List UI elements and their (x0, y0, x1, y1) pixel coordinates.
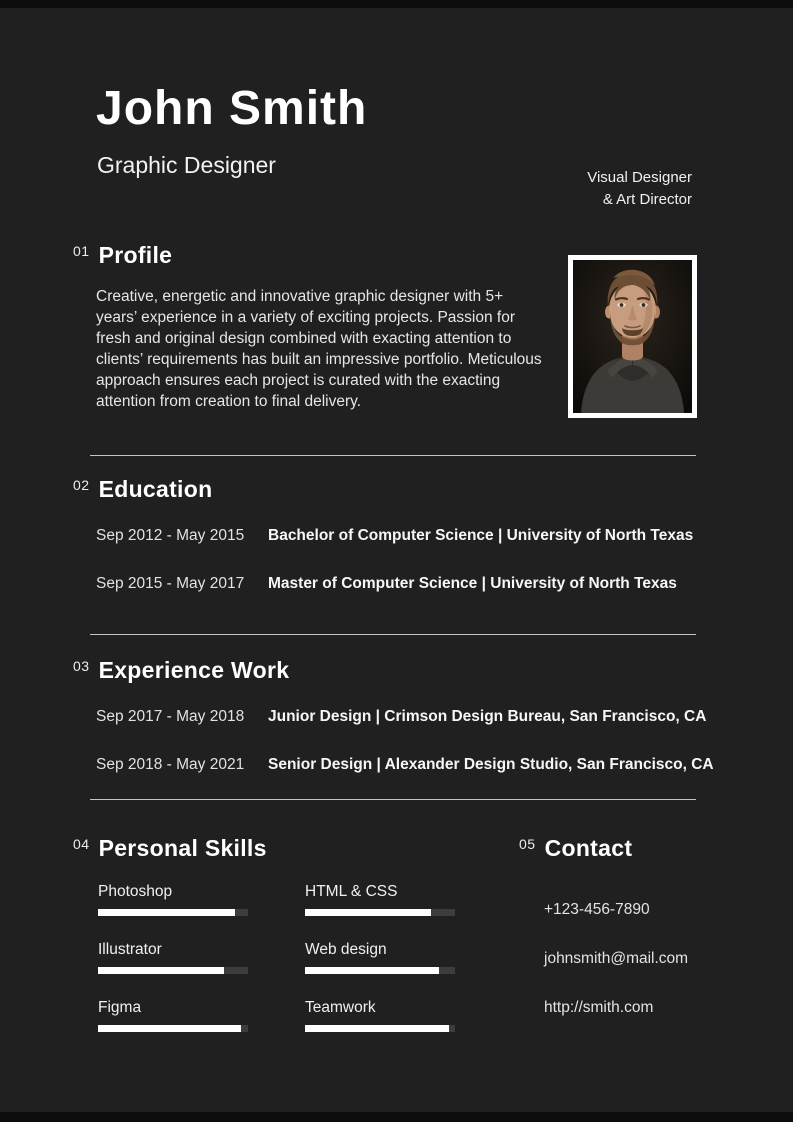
bottom-edge-bar (0, 1112, 793, 1122)
divider-1 (90, 455, 696, 456)
skill-bar-track (305, 1025, 455, 1032)
experience-section-number: 03 (73, 658, 90, 674)
skill-label: Figma (98, 999, 142, 1016)
experience-section-title: Experience Work (98, 657, 290, 683)
skill-bar-track (98, 1025, 248, 1032)
experience-dates: Sep 2017 - May 2018 (96, 708, 245, 725)
contact-website: http://smith.com (544, 999, 654, 1016)
experience-heading (73, 658, 714, 688)
section-profile (73, 243, 548, 412)
skill-bar-track (98, 967, 248, 974)
profile-section-title: Profile (98, 242, 173, 268)
education-dates: Sep 2015 - May 2017 (96, 575, 245, 592)
experience-row (96, 706, 714, 727)
skill-bar-fill (305, 909, 431, 916)
education-description: Bachelor of Computer Science | University of North Texas (268, 527, 694, 544)
skill-item (98, 998, 248, 1032)
skill-label: Web design (305, 941, 387, 958)
education-heading (73, 477, 693, 507)
skill-label: Illustrator (98, 941, 162, 958)
skills-section-number: 04 (73, 836, 90, 852)
skills-column-left (98, 882, 248, 1056)
skill-bar-fill (98, 909, 235, 916)
skills-grid (98, 882, 455, 1056)
skill-bar-fill (98, 1025, 241, 1032)
skills-heading (73, 836, 455, 866)
education-row (96, 525, 693, 546)
profile-summary-text: Creative, energetic and innovative graphic designer with 5+ years’ experience in a variety of exciting projects. Passion for fresh and original design combined with exacting attention to clients’ requirements has built an impressive portfolio. Meticulous approach ensures each project is curated with the exacting attention from creation to final delivery. (96, 288, 542, 410)
skill-bar-fill (305, 1025, 449, 1032)
experience-dates: Sep 2018 - May 2021 (96, 756, 245, 773)
section-education (73, 477, 693, 621)
education-rows (96, 525, 693, 594)
tagline-line-1: Visual Designer (587, 169, 692, 186)
top-edge-bar (0, 0, 793, 8)
person-name: John Smith (96, 82, 368, 135)
education-description: Master of Computer Science | University of North Texas (268, 575, 677, 592)
skill-bar-track (305, 909, 455, 916)
contact-email: johnsmith@mail.com (544, 950, 689, 967)
header-tagline (587, 167, 692, 210)
skill-item (305, 882, 455, 916)
section-skills (73, 836, 455, 1056)
skill-label: Photoshop (98, 883, 173, 900)
skill-bar-fill (305, 967, 439, 974)
skill-item (305, 940, 455, 974)
education-dates: Sep 2012 - May 2015 (96, 527, 245, 544)
experience-row (96, 754, 714, 775)
skill-bar-track (305, 967, 455, 974)
contact-section-title: Contact (544, 835, 633, 861)
skills-section-title: Personal Skills (98, 835, 267, 861)
skill-label: Teamwork (305, 999, 376, 1016)
education-section-title: Education (98, 476, 213, 502)
person-role: Graphic Designer (97, 152, 276, 178)
skill-item (98, 882, 248, 916)
profile-section-number: 01 (73, 243, 90, 259)
education-section-number: 02 (73, 477, 90, 493)
skill-bar-track (98, 909, 248, 916)
skills-column-right (305, 882, 455, 1056)
skill-bar-fill (98, 967, 224, 974)
education-row (96, 573, 693, 594)
section-contact (519, 836, 688, 1046)
divider-2 (90, 634, 696, 635)
contact-section-number: 05 (519, 836, 536, 852)
contact-phone: +123-456-7890 (544, 901, 650, 918)
skill-label: HTML & CSS (305, 883, 398, 900)
contact-items (544, 899, 688, 1018)
section-experience (73, 658, 714, 802)
experience-rows (96, 706, 714, 775)
divider-3 (90, 799, 696, 800)
profile-heading (73, 243, 548, 273)
contact-heading (519, 836, 688, 866)
portrait-illustration (573, 260, 692, 413)
experience-description: Junior Design | Crimson Design Bureau, San Francisco, CA (268, 708, 707, 725)
skill-item (98, 940, 248, 974)
experience-description: Senior Design | Alexander Design Studio, San Francisco, CA (268, 756, 714, 773)
skill-item (305, 998, 455, 1032)
tagline-line-2: & Art Director (602, 190, 692, 208)
profile-photo (568, 255, 697, 418)
